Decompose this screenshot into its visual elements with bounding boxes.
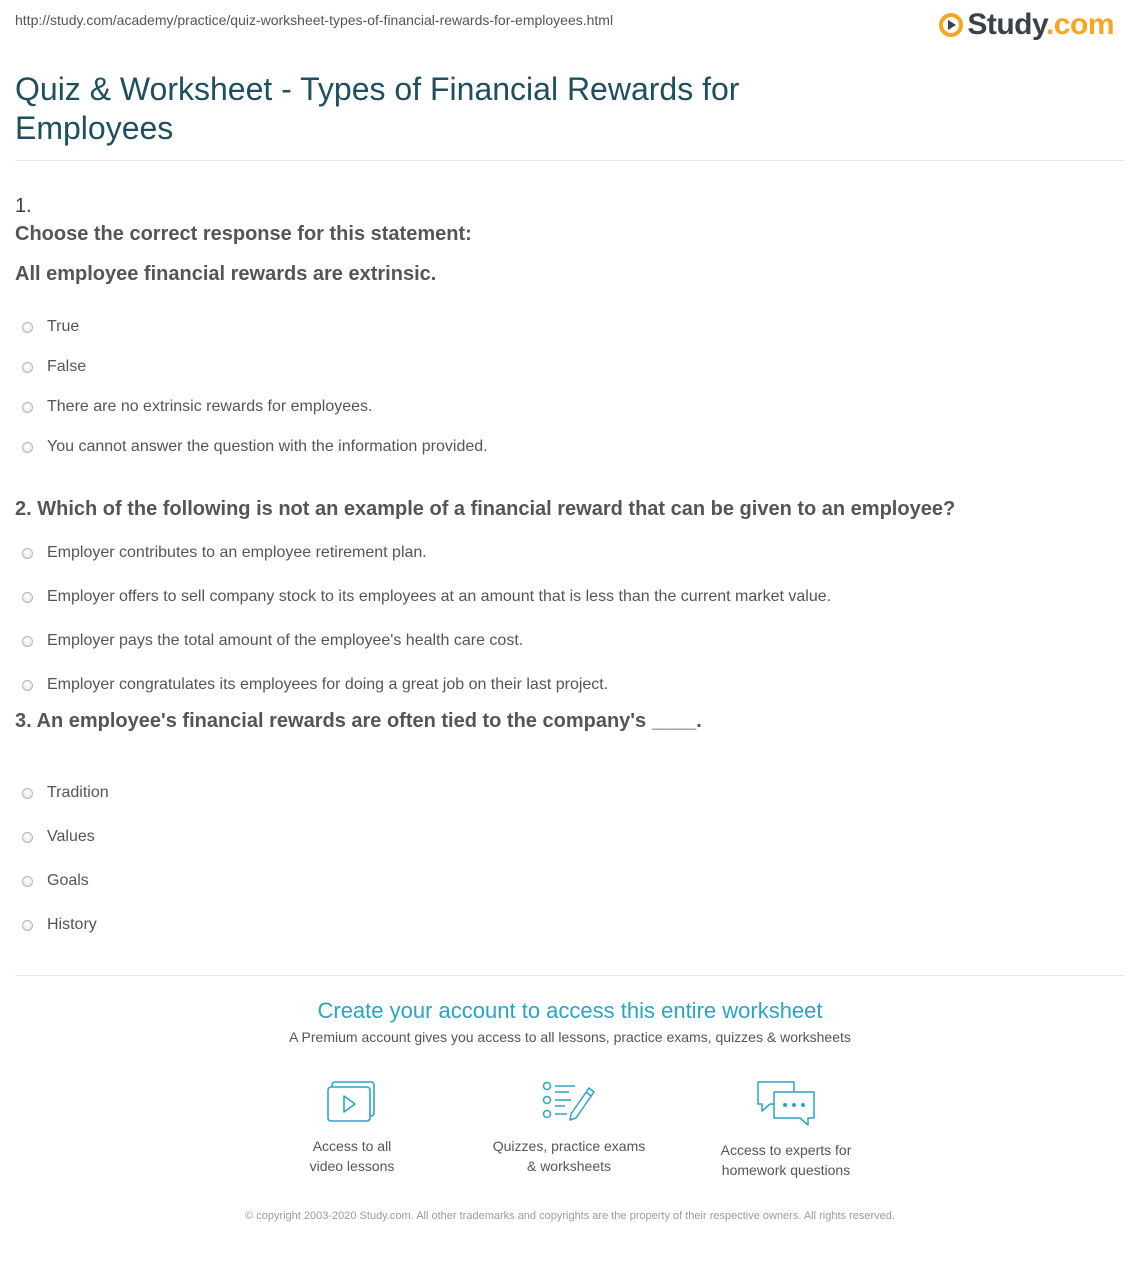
answer-option[interactable]: There are no extrinsic rewards for employees. xyxy=(22,396,372,418)
radio-button[interactable] xyxy=(22,592,33,603)
answer-option[interactable]: Employer pays the total amount of the employee's health care cost. xyxy=(22,630,523,652)
divider xyxy=(15,160,1125,161)
radio-button[interactable] xyxy=(22,322,33,333)
question-3-prompt: 3. An employee's financial rewards are often tied to the company's ____. xyxy=(15,710,702,732)
page-url: http://study.com/academy/practice/quiz-worksheet-types-of-financial-rewards-for-employees.html xyxy=(15,12,614,28)
chat-bubbles-icon xyxy=(754,1080,818,1128)
study-logo[interactable] xyxy=(938,8,1114,42)
answer-option[interactable]: Values xyxy=(22,826,95,848)
create-account-link[interactable]: Create your account to access this entire worksheet xyxy=(317,998,823,1023)
answer-option[interactable]: False xyxy=(22,356,86,378)
answer-option[interactable]: History xyxy=(22,914,97,936)
top-bar xyxy=(15,8,1120,42)
answer-option[interactable]: Employer contributes to an employee retirement plan. xyxy=(22,542,427,564)
answer-option[interactable]: True xyxy=(22,316,79,338)
copyright-notice: © copyright 2003-2020 Study.com. All other trademarks and copyrights are the property of their respective owners. All rights reserved. xyxy=(245,1210,895,1222)
radio-button[interactable] xyxy=(22,788,33,799)
play-logo-icon xyxy=(938,12,964,38)
radio-button[interactable] xyxy=(22,362,33,373)
question-2-prompt: 2. Which of the following is not an example of a financial reward that can be given to an employee? xyxy=(15,498,956,520)
radio-button[interactable] xyxy=(22,876,33,887)
feature-video-lessons: Access to all video lessons xyxy=(252,1080,452,1176)
logo-text: Study.com xyxy=(967,8,1114,41)
radio-button[interactable] xyxy=(22,548,33,559)
answer-option[interactable]: Employer congratulates its employees for doing a great job on their last project. xyxy=(22,674,608,696)
quiz-checklist-icon xyxy=(541,1080,597,1124)
premium-description: A Premium account gives you access to all lessons, practice exams, quizzes & worksheets xyxy=(289,1029,851,1045)
radio-button[interactable] xyxy=(22,442,33,453)
radio-button[interactable] xyxy=(22,636,33,647)
answer-option[interactable]: Tradition xyxy=(22,782,109,804)
answer-option[interactable]: You cannot answer the question with the information provided. xyxy=(22,436,488,458)
feature-experts: Access to experts for homework questions xyxy=(686,1080,886,1180)
radio-button[interactable] xyxy=(22,832,33,843)
answer-option[interactable]: Employer offers to sell company stock to its employees at an amount that is less than the current market value. xyxy=(22,586,831,608)
radio-button[interactable] xyxy=(22,920,33,931)
page-title: Quiz & Worksheet - Types of Financial Rewards for Employees xyxy=(15,71,740,146)
question-1-prompt: Choose the correct response for this statement: xyxy=(15,223,472,245)
question-1-number: 1. xyxy=(15,195,32,217)
radio-button[interactable] xyxy=(22,402,33,413)
video-lessons-icon xyxy=(326,1080,378,1124)
feature-quizzes: Quizzes, practice exams & worksheets xyxy=(469,1080,669,1176)
divider xyxy=(15,975,1125,976)
question-1-statement: All employee financial rewards are extrinsic. xyxy=(15,263,437,285)
radio-button[interactable] xyxy=(22,680,33,691)
answer-option[interactable]: Goals xyxy=(22,870,89,892)
